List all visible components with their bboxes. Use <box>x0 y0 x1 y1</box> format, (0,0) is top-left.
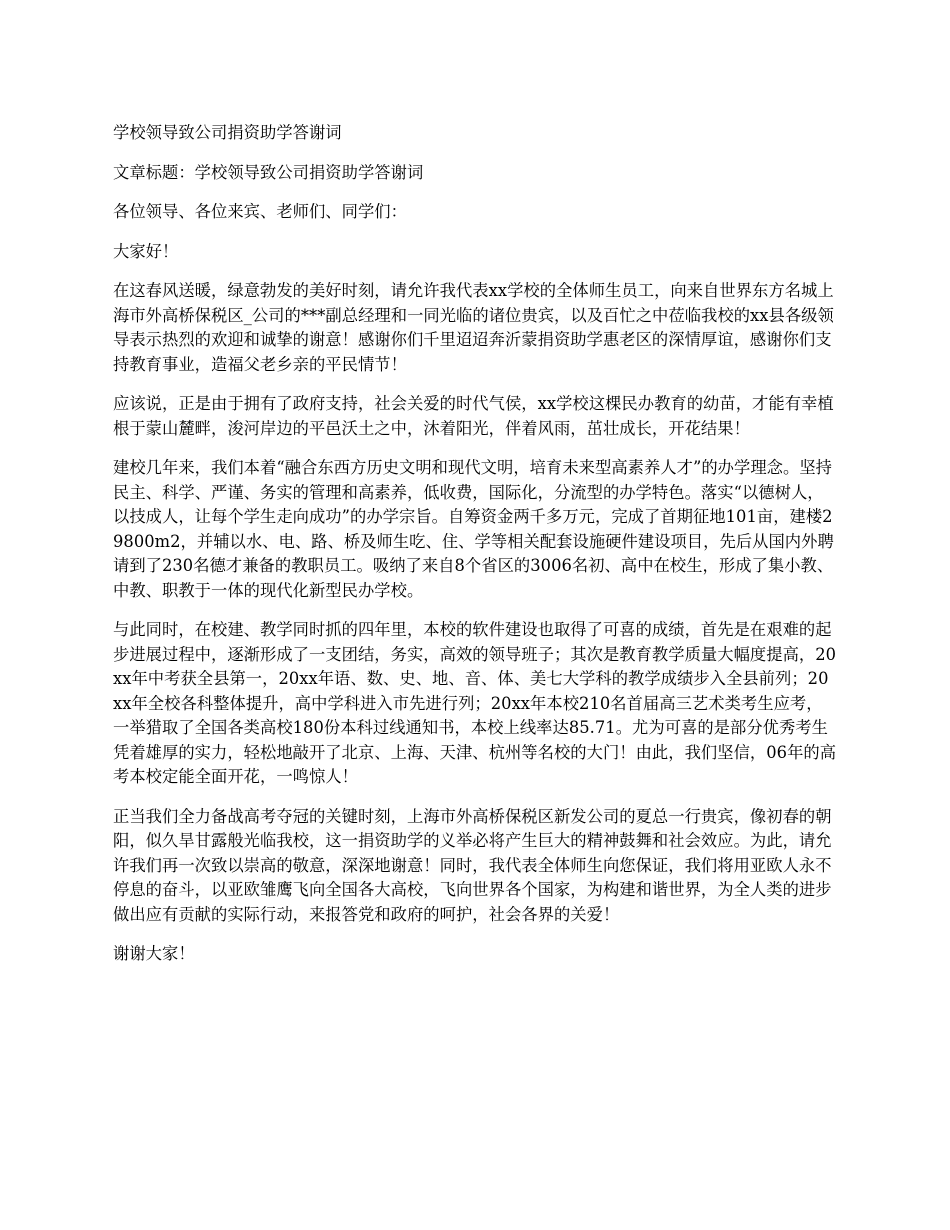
article-title-line: 文章标题：学校领导致公司捐资助学答谢词 <box>113 162 424 182</box>
salutation: 各位领导、各位来宾、老师们、同学们： <box>113 202 407 221</box>
document-title: 学校领导致公司捐资助学答谢词 <box>113 123 342 142</box>
paragraph-history: 建校几年来，我们本着“融合东西方历史文明和现代文明，培育未来型高素养人才”的办学理念。坚持民主、科学、严谨、务实的管理和高素养，低收费，国际化，分流型的办学特色。落实“以德树人，以技成人，让每个学生走向成功”的办学宗旨。自筹资金两千多万元，完成了首期征地101亩，建楼29800m2，并辅以水、电、路、桥及师生吃、住、学等相关配套设施硬件建设项目，先后从国内外聘请到了230名德才兼备的教职员工。吸纳了来自8个省区的3006名初、高中在校生，形成了集小教、中教、职教于一体的现代化新型民办学校。 <box>113 458 834 600</box>
paragraph-welcome: 在这春风送暖，绿意勃发的美好时刻，请允许我代表xx学校的全体师生员工，向来自世界东方名城上海市外高桥保税区_公司的***副总经理和一同光临的诸位贵宾，以及百忙之中莅临我校的xx县各级领导表示热烈的欢迎和诚挚的谢意！感谢你们千里迢迢奔沂蒙捐资助学惠老区的深情厚谊，感谢你们支持教育事业，造福父老乡亲的平民情节！ <box>113 281 834 374</box>
paragraph-achievements: 与此同时，在校建、教学同时抓的四年里，本校的软件建设也取得了可喜的成绩，首先是在艰难的起步进展过程中，逐渐形成了一支团结，务实，高效的领导班子；其次是教育教学质量大幅度提高，20xx年中考获全县第一，20xx年语、数、史、地、音、体、美七大学科的教学成绩步入全县前列；20xx年全校各科整体提升，高中学科进入市先进行列；20xx年本校210名首届高三艺术类考生应考，一举猎取了全国各类高校180份本科过线通知书，本校上线率达85.71。尤为可喜的是部分优秀考生凭着雄厚的实力，轻松地敲开了北京、上海、天津、杭州等名校的大门！由此，我们坚信，06年的高考本校定能全面开花，一鸣惊人！ <box>113 620 837 786</box>
paragraph-gratitude: 正当我们全力备战高考夺冠的关键时刻，上海市外高桥保税区新发公司的夏总一行贵宾，像初春的朝阳，似久旱甘露般光临我校，这一捐资助学的义举必将产生巨大的精神鼓舞和社会效应。为此，请允许我们再一次致以崇高的敬意，深深地谢意！同时，我代表全体师生向您保证，我们将用亚欧人永不停息的奋斗，以亚欧雏鹰飞向全国各大高校，飞向世界各个国家，为构建和谐世界，为全人类的进步做出应有贡献的实际行动，来报答党和政府的呵护，社会各界的关爱！ <box>113 806 832 924</box>
greeting: 大家好！ <box>113 241 179 261</box>
closing-thanks: 谢谢大家！ <box>113 944 195 963</box>
paragraph-growth: 应该说，正是由于拥有了政府支持，社会关爱的时代气侯，xx学校这棵民办教育的幼苗，才能有幸植根于蒙山麓畔，浚河岸边的平邑沃土之中，沐着阳光，伴着风雨，茁壮成长，开花结果！ <box>113 394 834 438</box>
